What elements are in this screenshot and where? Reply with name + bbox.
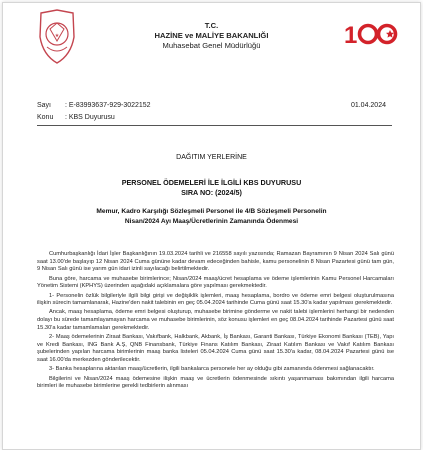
announcement-title: PERSONEL ÖDEMELERİ İLE İLGİLİ KBS DUYURUSU: [121, 178, 302, 187]
paragraph: Bilgilerini ve Nisan/2024 maaş ödemesine ilişkin maaş ve ücretlerin ödenmesinde sıkıntı yaşanmaması bakımından ilgili harcama birimleri ile muhasebe birimlerine gerekli tedbirlerin alınması: [37, 375, 394, 390]
subject-line-2: Nisan/2024 Ayı Maaş/Ücretlerinin Zamanında Ödenmesi: [124, 218, 299, 225]
ministry-name: HAZİNE ve MALİYE BAKANLIĞI: [154, 31, 269, 40]
konu-value: : KBS Duyurusu: [64, 114, 115, 121]
paragraph: 3- Banka hesaplarına aktarılan maaş/ücretlerin, ilgili bankalarca personele her ay olduğu gibi zamanında ödenmesi sağlanacaktır.: [49, 366, 375, 373]
paragraph: Cumhurbaşkanlığı İdari İşler Başkanlığının 19.03.2024 tarihli ve 216558 sayılı yazısında; Ramazan Bayramının 9 Nisan 2024 Salı günü saat 13.00'de başlayıp 12 Nisan 2024 Cuma gününe kadar devam edeceğinden bahisle, kamu personelinin 8 Nisan Pazartesi günü tam gün, 9 Nisan Salı günü ise yarım gün idari izinli sayılacağı belirtilmektedir.: [37, 251, 394, 273]
centenary-100-logo-icon: [342, 19, 402, 49]
sayi-label: Sayı: [37, 102, 52, 109]
svg-text:★: ★: [54, 34, 60, 39]
letterhead: [83, 21, 340, 51]
distribution-heading: DAĞITIM YERLERİNE: [176, 154, 247, 161]
paragraph: Buna göre, harcama ve muhasebe birimlerince; Nisan/2024 maaş/ücret hesaplama ve ödeme işlemlerinin Kamu Personel Harcamaları Yönetim Sistemi (KPHYS) üzerinden aşağıdaki açıklamalara göre yapılması gerekmektedir.: [37, 275, 394, 290]
konu-row: [37, 114, 115, 121]
document-page: [2, 2, 421, 450]
header-divider: [37, 125, 392, 126]
sequence-number: SIRA NO: (2024/5): [181, 188, 242, 197]
subject-line-1: Memur, Kadro Karşılığı Sözleşmeli Personel ile 4/B Sözleşmeli Personelin: [96, 208, 327, 215]
directorate-name: Muhasebat Genel Müdürlüğü: [162, 41, 261, 50]
document-date: 01.04.2024: [350, 102, 386, 109]
tc-label: T.C.: [204, 21, 219, 30]
konu-label: Konu: [37, 114, 54, 121]
document-body: [37, 251, 394, 392]
paragraph: 1- Personelin özlük bilgileriyle ilgili bilgi girişi ve değişiklik işlemleri, maaş hesaplama, bordro ve ödeme emri belgesi oluşturulmasına ilişkin sürecin tamamlanarak, Hazine'den nakit talebinin en geç 05.04.2024 tarihinde Cuma günü saat 15.30'a kadar yapılması gerekmektedir.: [37, 292, 394, 307]
ministry-emblem-icon: [33, 7, 81, 67]
sayi-value: : E-83993637-929-3022152: [64, 102, 151, 109]
paragraph: Ancak, maaş hesaplama, ödeme emri belgesi oluşturup, muhasebe birimine gönderme ve nakit talebi işlemlerini herhangi bir nedenden dolayı bu sürede tamamlayamayan harcama ve muhasebe birimlerinin, söz konusu işlemleri en geç 08.04.2024 tarihinde Pazartesi günü saat 15.30'a kadar tamamlamaları gerekmektedir.: [37, 309, 394, 331]
svg-text:1: 1: [344, 22, 358, 49]
paragraph: 2- Maaş ödemelerinin Ziraat Bankası, Vakıfbank, Halkbank, Akbank, İş Bankası, Garanti Bankası, Türkiye Ekonomi Bankası (TEB), Yapı ve Kredi Bankası, ING Bank A.Ş, QNB Finansbank, Türkiye Finans Katılım Bankası, Ziraat Katılım Bankası ve Vakıf Katılım Bankası şubelerinden yapılan harcama birimlerinin maaş banka listeleri 05.04.2024 Cuma günü saat 15.30'a kadar, 08.04.2024 Pazartesi günü ise saat 16.00'da merkezden gönderilecektir.: [37, 334, 394, 364]
sayi-row: [37, 102, 151, 109]
